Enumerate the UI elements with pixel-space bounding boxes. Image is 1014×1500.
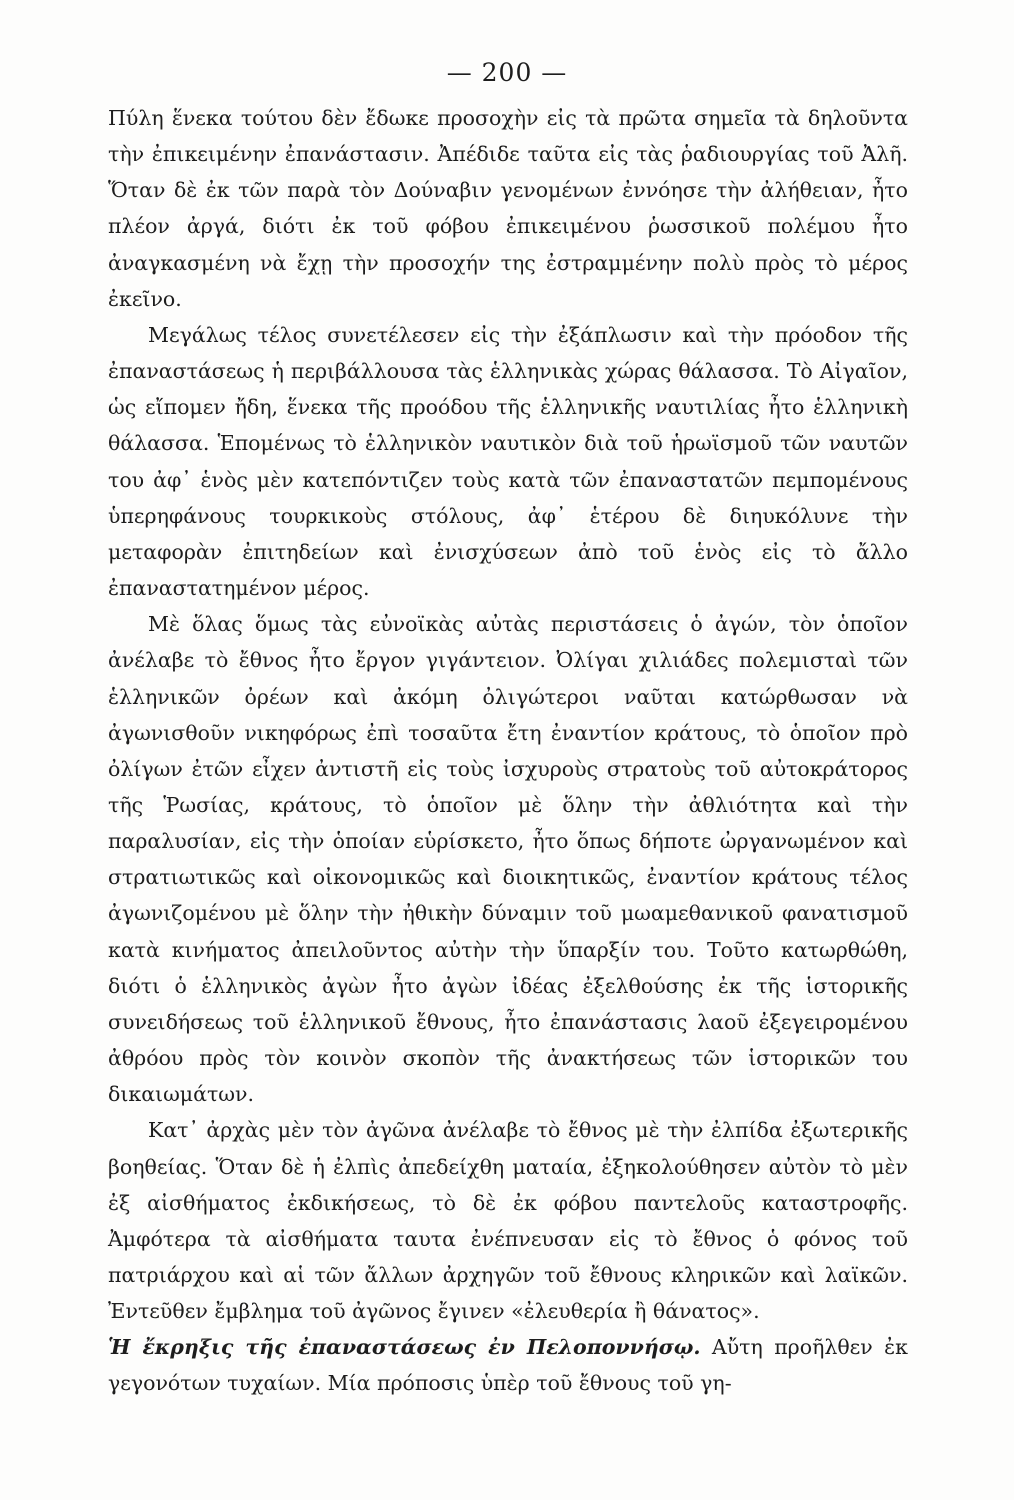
page-number: — 200 — [446, 58, 568, 87]
paragraph-2: Μεγάλως τέλος συνετέλεσεν εἰς τὴν ἐξάπλωσιν καὶ τὴν πρόοδον τῆς ἐπαναστάσεως ἡ περιβάλλουσα τὰς ἑλληνικὰς χώρας θάλασσα. Τὸ Αἰγαῖον, ὡς εἴπομεν ἤδη, ἕνεκα τῆς προόδου τῆς ἑλληνικῆς ναυτιλίας ἦτο ἑλληνικὴ θάλασσα. Ἑπομένως τὸ ἑλληνικὸν ναυτικὸν διὰ τοῦ ἡρωϊσμοῦ τῶν ναυτῶν του ἀφ᾽ ἑνὸς μὲν κατεπόντιζεν τοὺς κατὰ τῶν ἐπαναστατῶν πεμπομένους ὑπερηφάνους τουρκικοὺς στόλους, ἀφ᾽ ἑτέρου δὲ διηυκόλυνε τὴν μεταφορὰν ἐπιτηδείων καὶ ἐνισχύσεων ἀπὸ τοῦ ἑνὸς εἰς τὸ ἄλλο ἐπαναστατημένον μέρος. [108, 322, 908, 601]
body-text [108, 100, 908, 1402]
section-heading: Ἡ ἔκρηξις τῆς ἐπαναστάσεως ἐν Πελοποννήσῳ. [108, 1335, 701, 1360]
paragraph-1: Πύλη ἕνεκα τούτου δὲν ἔδωκε προσοχὴν εἰς τὰ πρῶτα σημεῖα τὰ δηλοῦντα τὴν ἐπικειμένην ἐπανάστασιν. Ἀπέδιδε ταῦτα εἰς τὰς ῥαδιουργίας τοῦ Ἀλῆ. Ὅταν δὲ ἐκ τῶν παρὰ τὸν Δούναβιν γενομένων ἐννόησε τὴν ἀλήθειαν, ἦτο πλέον ἀργά, διότι ἐκ τοῦ φόβου ἐπικειμένου ῥωσσικοῦ πολέμου ἦτο ἀναγκασμένη νὰ ἔχῃ τὴν προσοχήν της ἐστραμμένην πολὺ πρὸς τὸ μέρος ἐκεῖνο. [108, 106, 908, 311]
paragraph-4: Κατ᾽ ἀρχὰς μὲν τὸν ἀγῶνα ἀνέλαβε τὸ ἔθνος μὲ τὴν ἐλπίδα ἐξωτερικῆς βοηθείας. Ὅταν δὲ ἡ ἐλπὶς ἀπεδείχθη ματαία, ἐξηκολούθησεν αὐτὸν τὸ μὲν ἐξ αἰσθήματος ἐκδικήσεως, τὸ δὲ ἐκ φόβου παντελοῦς καταστροφῆς. Ἀμφότερα τὰ αἰσθήματα ταυτα ἐνέπνευσαν εἰς τὸ ἔθνος ὁ φόνος τοῦ πατριάρχου καὶ αἱ τῶν ἄλλων ἀρχηγῶν τοῦ ἔθνους κληρικῶν καὶ λαϊκῶν. Ἐντεῦθεν ἔμβλημα τοῦ ἀγῶνος ἔγινεν «ἐλευθερία ἢ θάνατος». [108, 1118, 908, 1324]
paragraph-3: Μὲ ὅλας ὅμως τὰς εὐνοϊκὰς αὐτὰς περιστάσεις ὁ ἀγών, τὸν ὁποῖον ἀνέλαβε τὸ ἔθνος ἦτο ἔργον γιγάντειον. Ὀλίγαι χιλιάδες πολεμισταὶ τῶν ἑλληνικῶν ὀρέων καὶ ἀκόμη ὀλιγώτεροι ναῦται κατώρθωσαν νὰ ἀγωνισθοῦν νικηφόρως ἐπὶ τοσαῦτα ἔτη ἐναντίον κράτους, τὸ ὁποῖον πρὸ ὀλίγων ἐτῶν εἶχεν ἀντιστῆ εἰς τοὺς ἰσχυροὺς στρατοὺς τοῦ αὐτοκράτορος τῆς Ῥωσίας, κράτους, τὸ ὁποῖον μὲ ὅλην τὴν ἀθλιότητα καὶ τὴν παραλυσίαν, εἰς τὴν ὁποίαν εὑρίσκετο, ἦτο ὅπως δήποτε ὠργανωμένον καὶ στρατιωτικῶς καὶ οἰκονομικῶς καὶ διοικητικῶς, ἐναντίον κράτους τέλος ἀγωνιζομένου μὲ ὅλην τὴν ἠθικὴν δύναμιν τοῦ μωαμεθανικοῦ φανατισμοῦ κατὰ κινήματος ἀπειλοῦντος αὐτὴν τὴν ὕπαρξίν του. Τοῦτο κατωρθώθη, διότι ὁ ἑλληνικὸς ἀγὼν ἦτο ἀγὼν ἰδέας ἐξελθούσης ἐκ τῆς ἱστορικῆς συνειδήσεως τοῦ ἑλληνικοῦ ἔθνους, ἦτο ἐπανάστασις λαοῦ ἐξεγειρομένου ἀθρόου πρὸς τὸν κοινὸν σκοπὸν τῆς ἀνακτήσεως τῶν ἱστορικῶν του δικαιωμάτων. [108, 612, 908, 1107]
section-text: Αὔτη προῆλθεν ἐκ γεγονότων τυχαίων. Μία πρόποσις ὑπὲρ τοῦ ἔθνους τοῦ γη- [108, 1335, 908, 1396]
section-paragraph [108, 1329, 908, 1401]
